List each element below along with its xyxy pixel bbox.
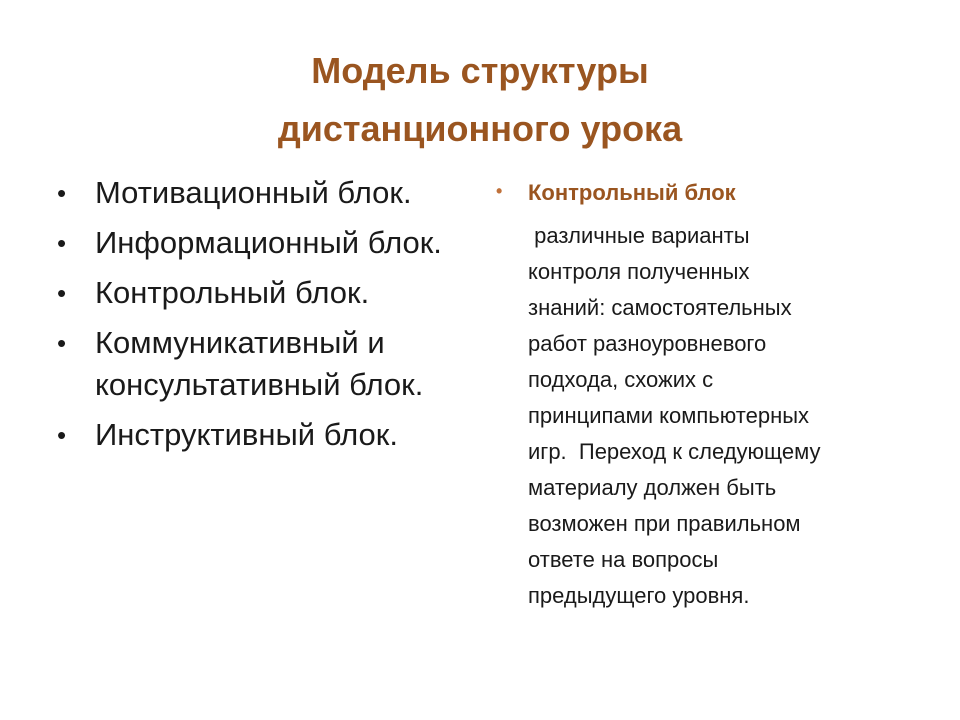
body-line: игр. Переход к следующему [528, 439, 821, 464]
list-item [57, 322, 477, 406]
list-item-text: Контрольный блок. [95, 275, 370, 310]
control-block-heading-text: Контрольный блок [528, 180, 736, 205]
body-line: знаний: самостоятельных [528, 295, 792, 320]
bullet-icon: • [57, 178, 67, 208]
list-item-text: Коммуникативный и консультативный блок. [95, 325, 424, 402]
list-item [57, 272, 477, 314]
slide-title-line-2: дистанционного урока [277, 108, 683, 149]
bullet-icon: • [57, 328, 67, 358]
control-block-description [496, 176, 916, 614]
body-line: контроля полученных [528, 259, 750, 284]
bullet-icon: • [57, 228, 67, 258]
control-block-heading [496, 176, 916, 210]
slide-title-line-1: Модель структуры [311, 50, 649, 91]
list-item [57, 414, 477, 456]
bullet-icon: • [57, 278, 67, 308]
list-item-text: Информационный блок. [95, 225, 442, 260]
list-item [57, 222, 477, 264]
list-item-text: Мотивационный блок. [95, 175, 412, 210]
body-line: различные варианты [528, 223, 750, 248]
bullet-icon: • [496, 181, 503, 201]
slide-title [80, 42, 880, 158]
bullet-icon: • [57, 420, 67, 450]
body-line: подхода, схожих с [528, 367, 714, 392]
body-line: ответе на вопросы [528, 547, 719, 572]
body-line: материалу должен быть [528, 475, 777, 500]
control-block-body [528, 218, 916, 614]
body-line: работ разноуровневого [528, 331, 767, 356]
list-item-text: Инструктивный блок. [95, 417, 398, 452]
body-line: принципами компьютерных [528, 403, 810, 428]
block-list [57, 172, 477, 464]
body-line: возможен при правильном [528, 511, 801, 536]
list-item [57, 172, 477, 214]
body-line: предыдущего уровня. [528, 583, 750, 608]
